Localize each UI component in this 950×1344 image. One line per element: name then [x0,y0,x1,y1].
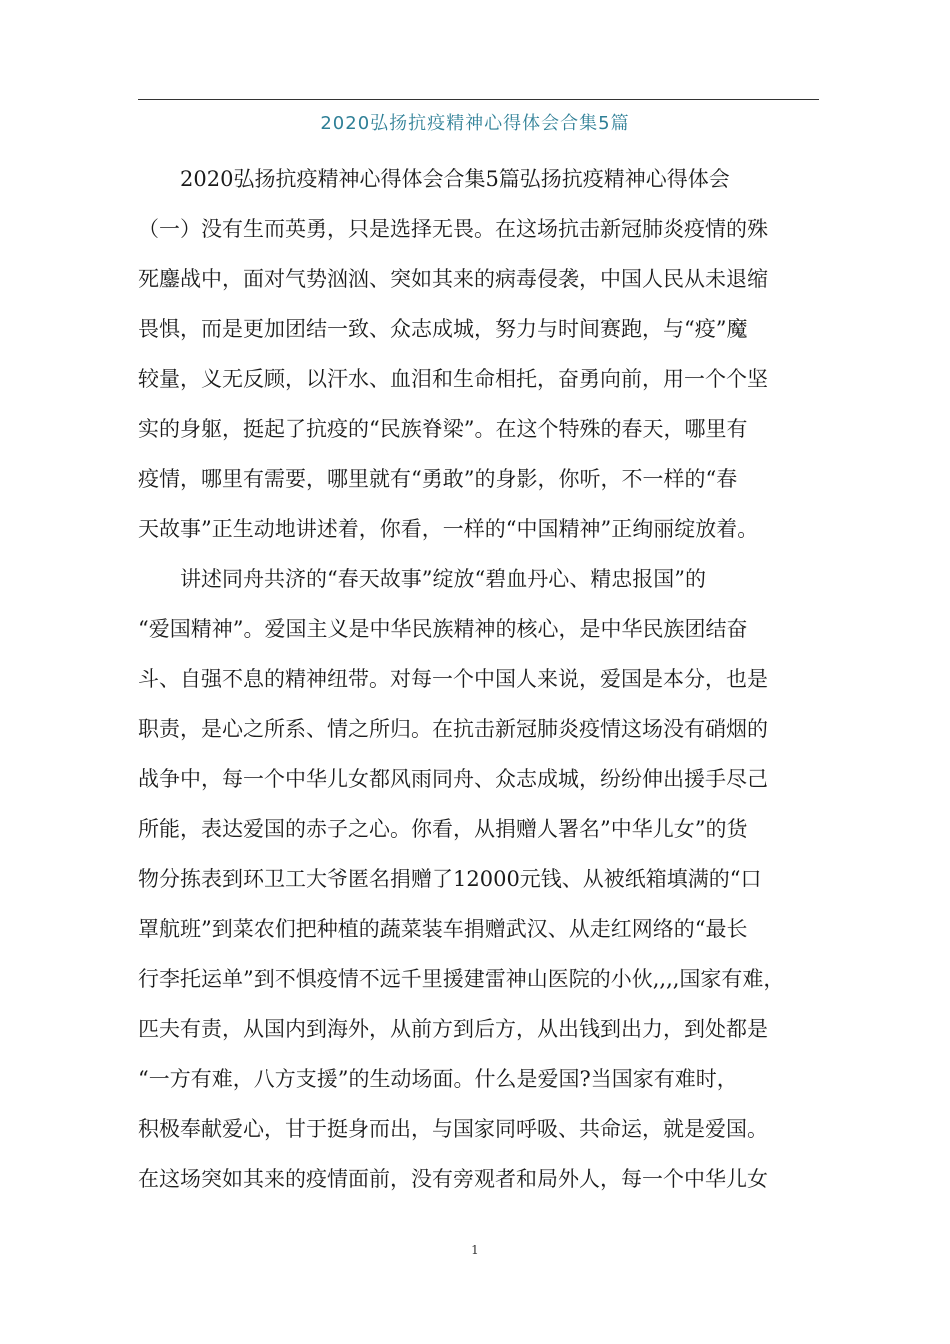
document-title: 2020弘扬抗疫精神心得体会合集5篇 [320,113,630,134]
text-line: 斗、自强不息的精神纽带。对每一个中国人来说，爱国是本分，也是 [138,667,768,691]
text-line: 战争中，每一个中华儿女都风雨同舟、众志成城，纷纷伸出援手尽己 [138,767,768,791]
text-line: 物分拣表到环卫工大爷匿名捐赠了12000元钱、从被纸箱填满的“口 [138,867,762,891]
text-line: “爱国精神”。爱国主义是中华民族精神的核心，是中华民族团结奋 [138,617,748,641]
text-line: 讲述同舟共济的“春天故事”绽放“碧血丹心、精忠报国”的 [180,567,706,591]
text-line: 实的身躯，挺起了抗疫的“民族脊梁”。在这个特殊的春天，哪里有 [138,417,748,441]
text-line: 疫情，哪里有需要，哪里就有“勇敢”的身影，你听，不一样的“春 [138,467,738,491]
text-line: 职责，是心之所系、情之所归。在抗击新冠肺炎疫情这场没有硝烟的 [138,717,768,741]
text-line: 死鏖战中，面对气势汹汹、突如其来的病毒侵袭，中国人民从未退缩 [138,267,768,291]
text-line: （一）没有生而英勇，只是选择无畏。在这场抗击新冠肺炎疫情的殊 [138,217,768,241]
header-rule [138,99,819,100]
text-line: 较量，义无反顾，以汗水、血泪和生命相托，奋勇向前，用一个个坚 [138,367,768,391]
text-line: 畏惧，而是更加团结一致、众志成城，努力与时间赛跑，与“疫”魔 [138,317,748,341]
text-line: 2020弘扬抗疫精神心得体会合集5篇弘扬抗疫精神心得体会 [180,167,730,191]
text-line: 积极奉献爱心，甘于挺身而出，与国家同呼吸、共命运，就是爱国。 [138,1117,768,1141]
text-line: “一方有难，八方支援”的生动场面。什么是爱国?当国家有难时， [138,1067,738,1091]
text-line: 行李托运单”到不惧疫情不远千里援建雷神山医院的小伙,,,,国家有难， [138,967,785,991]
text-line: 在这场突如其来的疫情面前，没有旁观者和局外人，每一个中华儿女 [138,1167,768,1191]
text-line: 罩航班”到菜农们把种植的蔬菜装车捐赠武汉、从走红网络的“最长 [138,917,748,941]
page-number: 1 [471,1243,479,1257]
text-line: 天故事”正生动地讲述着，你看，一样的“中国精神”正绚丽绽放着。 [138,517,759,541]
text-line: 匹夫有责，从国内到海外，从前方到后方，从出钱到出力，到处都是 [138,1017,768,1041]
body-text [138,154,823,1204]
text-line: 所能，表达爱国的赤子之心。你看，从捐赠人署名”中华儿女”的货 [138,817,748,841]
